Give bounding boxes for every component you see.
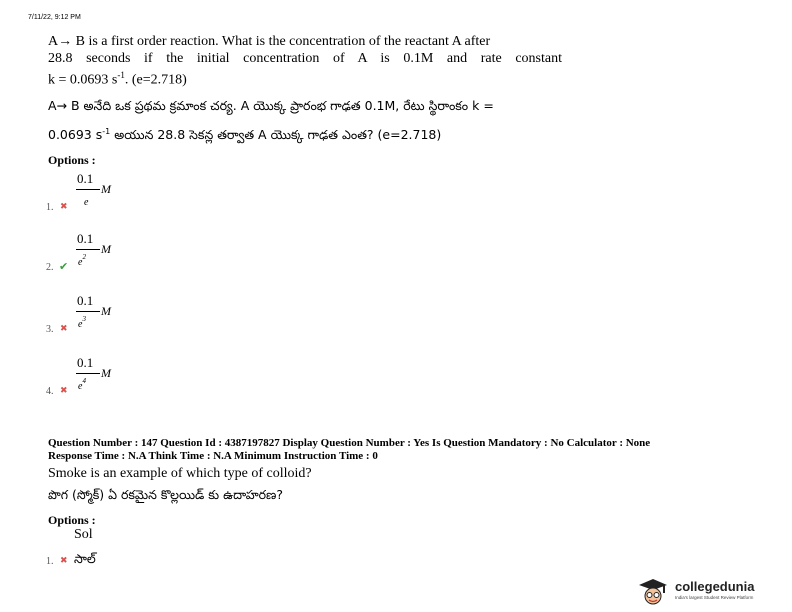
fraction-bar (76, 249, 100, 250)
q2-meta-line1: Question Number : 147 Question Id : 4387197827 Display Question Number : Yes Is Question Mandatory : No Calculator : None (48, 437, 651, 449)
option-number: 1. (46, 202, 54, 213)
q1-e-value: . (e=2.718) (124, 72, 187, 88)
cross-icon: ✖ (60, 324, 68, 334)
option-number: 3. (46, 324, 54, 335)
option-denominator (78, 377, 86, 392)
q1-option-2[interactable] (44, 228, 144, 278)
denominator-base: e (84, 197, 89, 208)
option-number: 4. (46, 386, 54, 397)
option-numerator: 0.1 (77, 171, 94, 186)
q1-option-3[interactable] (44, 290, 144, 340)
q1-text-en-line2: 28.8 seconds if the initial concentration of A is 0.1M and rate constant (48, 51, 562, 66)
option-numerator: 0.1 (77, 355, 94, 370)
cross-icon: ✖ (60, 386, 68, 396)
option-number: 1. (46, 556, 54, 567)
denominator-base: e (78, 381, 83, 392)
fraction-bar (76, 311, 100, 312)
q2-meta-line2: Response Time : N.A Think Time : N.A Minimum Instruction Time : 0 (48, 450, 378, 462)
option-number: 2. (46, 262, 54, 273)
q1-option-4[interactable] (44, 352, 144, 402)
q1-text-te-line1: A→ B అనేది ఒక ప్రథమ క్రమాంక చర్య. A యొక్క ప్రారంభ గాఢత 0.1M, రేటు స్థిరాంకం k = (48, 98, 494, 113)
q1-text-te-line2 (48, 127, 441, 146)
option-text-en: Sol (74, 527, 93, 542)
denominator-exp: 2 (82, 253, 86, 261)
fraction-bar (76, 189, 100, 190)
q1-option-1[interactable] (44, 168, 144, 218)
denominator-exp: 3 (82, 315, 86, 323)
q2-text-en: Smoke is an example of which type of colloid? (48, 466, 312, 481)
q1-te-rate-exp: -1 (102, 127, 111, 136)
logo-tagline: India's largest Student Review Platform (675, 595, 754, 600)
denominator-base: e (78, 319, 83, 330)
option-denominator (78, 253, 86, 268)
denominator-exp: 4 (82, 377, 86, 385)
option-unit: M (101, 366, 111, 380)
q1-text-en-line1: A→ B is a first order reaction. What is the concentration of the reactant A after (48, 34, 491, 49)
q2-text-te: పొగ (స్మోక్) ఏ రకమైన కొల్లయిడ్ కు ఉదాహరణ? (48, 487, 283, 502)
q2-options-label: Options : (48, 513, 96, 527)
q1-text-en-line3 (48, 67, 562, 89)
q2-option-1[interactable] (44, 526, 164, 570)
q1-te-rate: 0.0693 s (48, 127, 103, 143)
check-icon: ✔ (59, 260, 69, 273)
option-denominator (84, 193, 88, 208)
logo-text: collegedunia (675, 579, 755, 594)
option-text-te: సాల్ (74, 551, 96, 566)
mascot-icon (633, 577, 673, 607)
fraction-bar (76, 373, 100, 374)
collegedunia-logo (633, 577, 789, 607)
q1-te-rest: అయున 28.8 సెకన్ల తర్వాత A యొక్క గాఢత ఎంత? (e=2.718) (110, 127, 442, 143)
option-unit: M (101, 304, 111, 318)
option-unit: M (101, 182, 111, 196)
option-numerator: 0.1 (77, 293, 94, 308)
option-numerator: 0.1 (77, 231, 94, 246)
denominator-base: e (78, 257, 83, 268)
option-denominator (78, 315, 86, 330)
option-unit: M (101, 242, 111, 256)
q1-rate-exp: -1 (117, 70, 125, 80)
q1-options-label: Options : (48, 153, 96, 167)
cross-icon: ✖ (60, 556, 68, 566)
print-timestamp: 7/11/22, 9:12 PM (28, 14, 81, 21)
q1-rate-constant: k = 0.0693 s (48, 72, 118, 88)
cross-icon: ✖ (60, 202, 68, 212)
